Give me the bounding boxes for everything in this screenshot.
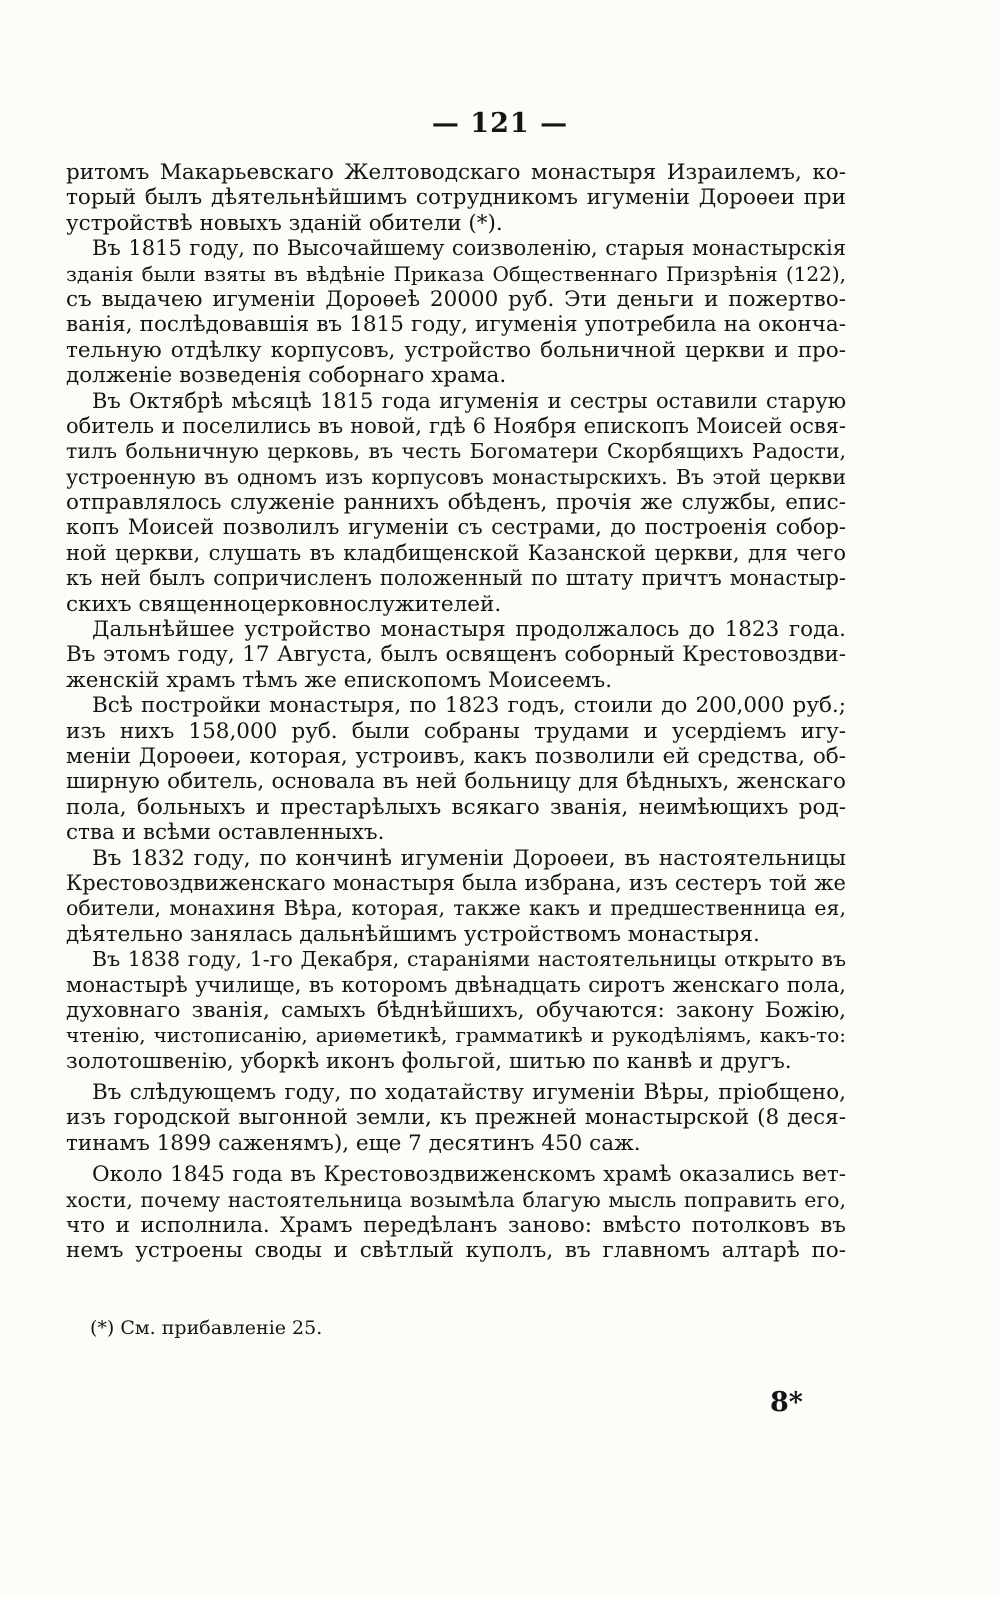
- text-line: Около 1845 года въ Крестовоздвиженскомъ храмѣ оказались вет-: [92, 1162, 846, 1188]
- text-line: женскій храмъ тѣмъ же епископомъ Моисеемъ.: [66, 667, 613, 693]
- text-line: устроенную въ одномъ изъ корпусовъ монастырскихъ. Въ этой церкви: [66, 464, 846, 489]
- text-line: духовнаго званія, самыхъ бѣднѣйшихъ, обучаются: закону Божію,: [66, 997, 846, 1023]
- text-line: немъ устроены своды и свѣтлый куполъ, въ главномъ алтарѣ по-: [66, 1238, 846, 1264]
- text-line: ной церкви, слушать въ кладбищенской Казанской церкви, для чего: [66, 540, 846, 565]
- text-line: Въ Октябрѣ мѣсяцѣ 1815 года игуменія и сестры оставили старую: [92, 388, 846, 413]
- text-line: Въ 1838 году, 1-го Декабря, стараніями настоятельницы открыто въ: [92, 947, 846, 972]
- text-line: съ выдачею игуменіи Дороѳеѣ 20000 руб. Эти деньги и пожертво-: [66, 286, 846, 312]
- text-line: меніи Дороѳеи, которая, устроивъ, какъ позволили ей средства, об-: [66, 743, 846, 769]
- body-text: [66, 160, 846, 1264]
- footnote: (*) См. прибавленіе 25.: [90, 1317, 323, 1339]
- text-line: къ ней былъ сопричисленъ положенный по штату причтъ монастыр-: [66, 566, 846, 591]
- text-line: тинамъ 1899 саженямъ), еще 7 десятинъ 450 саж.: [66, 1130, 641, 1156]
- text-line: Въ 1832 году, по кончинѣ игуменіи Дороѳеи, въ настоятельницы: [92, 845, 846, 871]
- text-line: Крестовоздвиженскаго монастыря была избрана, изъ сестеръ той же: [66, 870, 846, 895]
- text-line: Въ 1815 году, по Высочайшему соизволенію, старыя монастырскія: [92, 236, 846, 261]
- text-line: ства и всѣми оставленныхъ.: [66, 820, 385, 846]
- text-line: Всѣ постройки монастыря, по 1823 годъ, стоили до 200,000 руб.;: [92, 693, 846, 719]
- page-number: — 121 —: [431, 108, 569, 139]
- text-line: ширную обитель, основала въ ней больницу для бѣдныхъ, женскаго: [66, 769, 846, 795]
- text-line: ванія, послѣдовавшія въ 1815 году, игуменія употребила на оконча-: [66, 312, 846, 338]
- text-line: золотошвенію, уборкѣ иконъ фольгой, шитью по канвѣ и другъ.: [66, 1048, 792, 1074]
- text-line: изъ городской выгонной земли, къ прежней монастырской (8 деся-: [66, 1105, 846, 1131]
- text-line: ритомъ Макарьевскаго Желтоводскаго монастыря Израилемъ, ко-: [66, 160, 846, 185]
- text-line: отправлялось служеніе раннихъ обѣденъ, прочія же службы, епис-: [66, 490, 846, 516]
- text-line: обители, монахиня Вѣра, которая, также какъ и предшественница ея,: [66, 896, 846, 921]
- text-line: долженіе возведенія соборнаго храма.: [66, 363, 507, 389]
- text-line: пола, больныхъ и престарѣлыхъ всякаго званія, неимѣющихъ род-: [66, 794, 846, 820]
- text-line: монастырѣ училище, въ которомъ двѣнадцать сиротъ женскаго пола,: [66, 972, 846, 997]
- text-line: Въ слѣдующемъ году, по ходатайству игуменіи Вѣры, пріобщено,: [92, 1080, 846, 1106]
- text-line: зданія были взяты въ вѣдѣніе Приказа Общественнаго Призрѣнія (122),: [66, 261, 846, 286]
- text-line: торый былъ дѣятельнѣйшимъ сотрудникомъ игуменіи Дороѳеи при: [66, 185, 846, 211]
- text-line: тельную отдѣлку корпусовъ, устройство больничной церкви и про-: [66, 337, 846, 363]
- text-line: обитель и поселились въ новой, гдѣ 6 Ноября епископъ Моисей освя-: [66, 413, 846, 438]
- text-line: копъ Моисей позволилъ игуменіи съ сестрами, до построенія собор-: [66, 515, 846, 540]
- text-line: что и исполнила. Храмъ передѣланъ заново: вмѣсто потолковъ въ: [66, 1213, 846, 1239]
- text-line: устройствѣ новыхъ зданій обители (*).: [66, 210, 503, 236]
- text-line: Дальнѣйшее устройство монастыря продолжалось до 1823 года.: [92, 617, 846, 643]
- text-line: Въ этомъ году, 17 Августа, былъ освященъ соборный Крестовоздви-: [66, 642, 846, 668]
- text-line: дѣятельно занялась дальнѣйшимъ устройствомъ монастыря.: [66, 921, 760, 947]
- text-line: чтенію, чистописанію, ариѳметикѣ, грамматикѣ и рукодѣліямъ, какъ-то:: [66, 1023, 846, 1048]
- text-line: скихъ священноцерковнослужителей.: [66, 591, 502, 617]
- text-line: хости, почему настоятельница возымѣла благую мысль поправить его,: [66, 1187, 846, 1212]
- text-line: тилъ больничную церковь, въ честь Богоматери Скорбящихъ Радости,: [66, 439, 846, 464]
- text-line: изъ нихъ 158,000 руб. были собраны трудами и усердіемъ игу-: [66, 718, 846, 744]
- signature-mark: 8*: [770, 1387, 803, 1418]
